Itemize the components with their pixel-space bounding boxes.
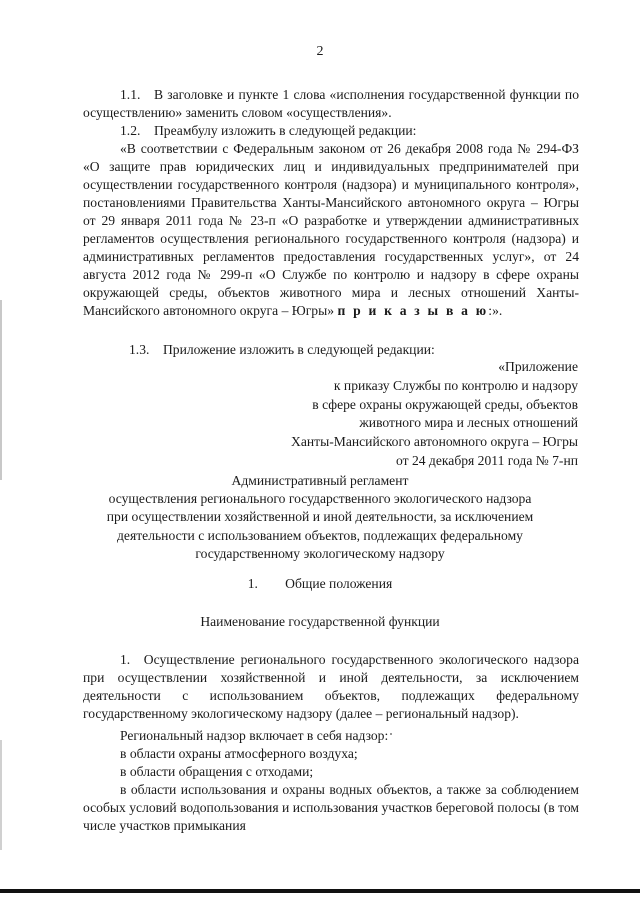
item-1-3: 1.3. Приложение изложить в следующей редакции:	[129, 342, 435, 357]
page-number: 2	[316, 44, 324, 59]
appendix-line: «Приложение	[498, 359, 578, 374]
regulation-title-line: государственному экологическому надзору	[195, 545, 445, 561]
regulation-title-line: деятельности с использованием объектов, подлежащих федеральному	[117, 527, 523, 543]
regulation-title	[60, 472, 580, 563]
scan-bottom-edge	[0, 889, 640, 893]
item-1-2: 1.2. Преамбулу изложить в следующей редакции:	[120, 123, 417, 138]
scope-intro: Региональный надзор включает в себя надзор:	[120, 728, 389, 743]
scope-item: в области охраны атмосферного воздуха;	[120, 746, 358, 761]
appendix-line: животного мира и лесных отношений	[359, 415, 578, 431]
order-word: п р и к а з ы в а ю	[337, 303, 489, 318]
preamble-paragraph	[83, 140, 579, 320]
item-1-1: 1.1. В заголовке и пункте 1 слова «исполнения государственной функции по осуществлению» заменить словом «осуществления».	[83, 87, 579, 120]
appendix-line: от 24 декабря 2011 года № 7-нп	[395, 452, 578, 468]
appendix-line: Ханты-Мансийского автономного округа – Югры	[291, 434, 578, 450]
scope-item: в области обращения с отходами;	[120, 764, 314, 779]
preamble-text: «В соответствии с Федеральным законом от 26 декабря 2008 года № 294-ФЗ «О защите прав юридических лиц и индивидуальных предпринимателей при осуществлении государственного контроля (надзора) и муниципального контроля», постановлениями Правительства Ханты-Мансийского автономного округа – Югры от 29 января 2011 года № 23-п «О разработке и утверждении административных регламентов осуществления регионального государственного контроля (надзора) и административных регламентов предоставления государственных услуг», от 24 августа 2012 года № 299-п «О Службе по контролю и надзору в сфере охраны окружающей среды, объектов животного мира и лесных отношений Ханты-Мансийского автономного округа – Югры»	[83, 141, 579, 318]
appendix-header	[178, 358, 578, 471]
subsection-heading: Наименование государственной функции	[200, 614, 440, 629]
appendix-line: к приказу Службы по контролю и надзору	[333, 377, 578, 393]
regulation-title-line: Административный регламент	[231, 473, 409, 488]
section-heading: 1. Общие положения	[247, 576, 393, 591]
scope-item: в области использования и охраны водных объектов, а также за соблюдением особых условий водопользования и использования участков береговой полосы (в том числе участков примыкания	[83, 782, 579, 833]
scan-speck	[390, 733, 392, 735]
order-tail: :».	[488, 303, 503, 318]
regulation-title-line: осуществления регионального государственного экологического надзора	[108, 491, 532, 507]
appendix-line: в сфере охраны окружающей среды, объектов	[312, 396, 578, 412]
scan-edge-mark	[0, 300, 2, 480]
regulation-title-line: при осуществлении хозяйственной и иной деятельности, за исключением	[106, 509, 534, 525]
scan-edge-mark	[0, 740, 2, 850]
clause-1: 1. Осуществление регионального государственного экологического надзора при осуществлении хозяйственной и иной деятельности, за исключением деятельности с использованием объектов, подлежащих федеральному государственному экологическому надзору (далее – региональный надзор).	[83, 652, 579, 721]
